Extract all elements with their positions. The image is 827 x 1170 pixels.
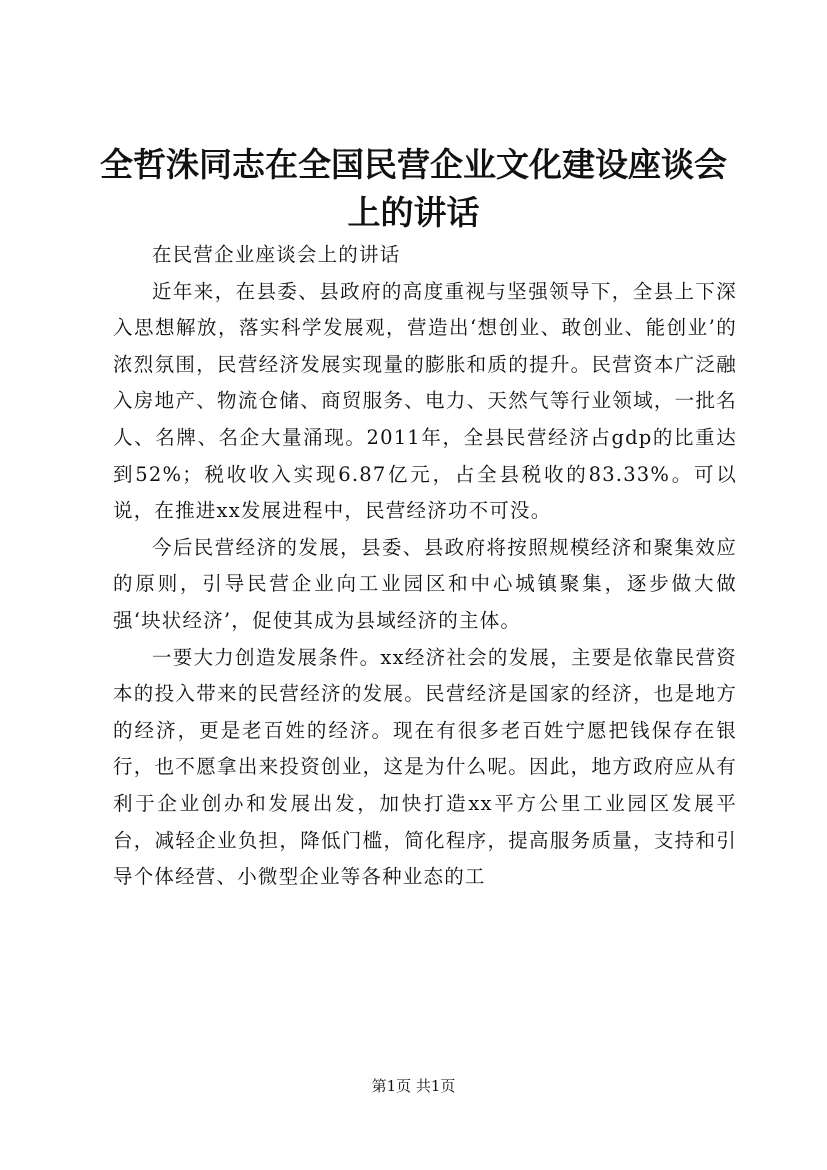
document-body bbox=[113, 237, 737, 896]
paragraph-3: 一要大力创造发展条件。xx经济社会的发展，主要是依靠民营资本的投入带来的民营经济的发展。民营经济是国家的经济，也是地方的经济，更是老百姓的经济。现在有很多老百姓宁愿把钱保存在银行，也不愿拿出来投资创业，这是为什么呢。因此，地方政府应从有利于企业创办和发展出发，加快打造xx平方公里工业园区发展平台，减轻企业负担，降低门槛，简化程序，提高服务质量，支持和引导个体经营、小微型企业等各种业态的工 bbox=[113, 645, 737, 889]
paragraph-2: 今后民营经济的发展，县委、县政府将按照规模经济和聚集效应的原则，引导民营企业向工业园区和中心城镇聚集，逐步做大做强‘块状经济’，促使其成为县域经济的主体。 bbox=[113, 535, 737, 632]
paragraph-subtitle: 在民营企业座谈会上的讲话 bbox=[152, 243, 401, 266]
paragraph-1: 近年来，在县委、县政府的高度重视与坚强领导下，全县上下深入思想解放，落实科学发展观，营造出‘想创业、敢创业、能创业’的浓烈氛围，民营经济发展实现量的膨胀和质的提升。民营资本广泛融入房地产、物流仓储、商贸服务、电力、天然气等行业领域，一批名人、名牌、名企大量涌现。2011年，全县民营经济占gdp的比重达到52%；税收收入实现6.87亿元，占全县税收的83.33%。可以说，在推进xx发展进程中，民营经济功不可没。 bbox=[113, 279, 737, 523]
page-number-footer: 第1页 共1页 bbox=[371, 1077, 456, 1095]
document-title: 全哲洙同志在全国民营企业文化建设座谈会上的讲话 bbox=[100, 145, 727, 232]
